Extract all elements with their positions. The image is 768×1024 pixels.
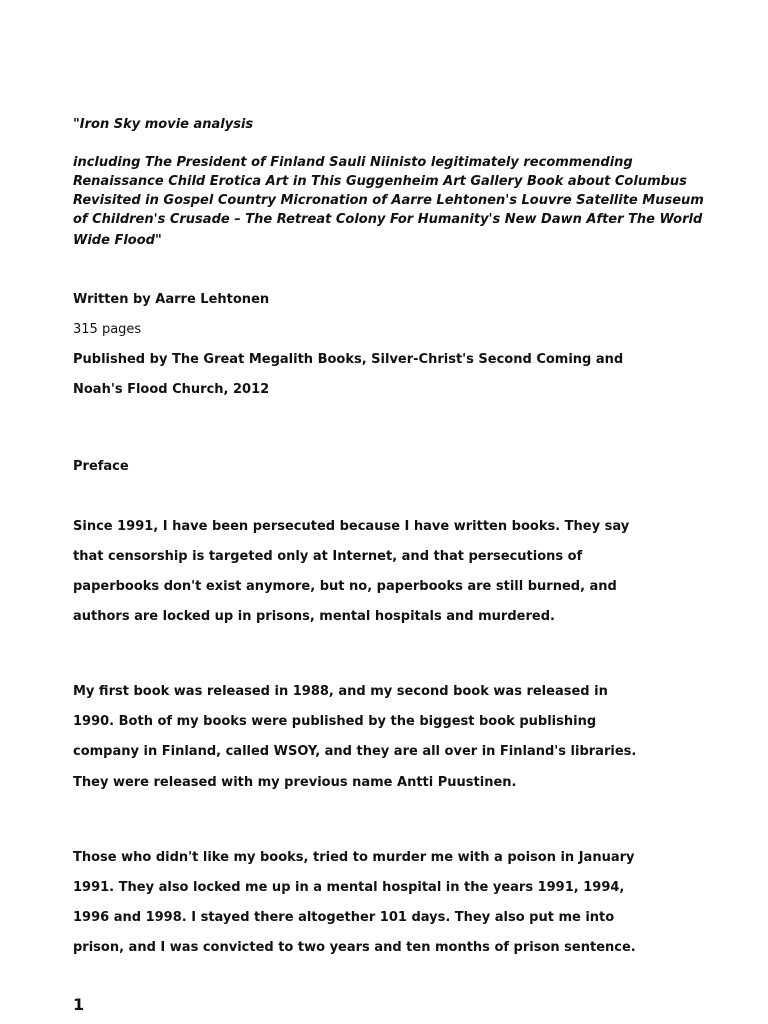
paragraph-line: company in Finland, called WSOY, and they are all over in Finland's libraries. [73,744,637,759]
paragraph-line: Since 1991, I have been persecuted because I have written books. They say [73,519,630,534]
paragraph-line: authors are locked up in prisons, mental hospitals and murdered. [73,609,555,624]
paragraph-line: Those who didn't like my books, tried to murder me with a poison in January [73,850,635,865]
paragraph-line: 1990. Both of my books were published by the biggest book publishing [73,714,597,729]
page-number: 1 [73,995,85,1014]
subtitle-line: of Children's Crusade – The Retreat Colony For Humanity's New Dawn After The World [73,212,703,227]
publisher-line: Published by The Great Megalith Books, Silver-Christ's Second Coming and [73,352,624,367]
paragraph-line: 1991. They also locked me up in a mental hospital in the years 1991, 1994, [73,880,625,895]
paragraph-line: prison, and I was convicted to two years and ten months of prison sentence. [73,940,636,955]
paragraph-line: that censorship is targeted only at Internet, and that persecutions of [73,549,583,564]
title-open-quote: " [73,117,80,132]
subtitle-line: Revisited in Gospel Country Micronation of Aarre Lehtonen's Louvre Satellite Museum [73,193,704,208]
publisher-line: Noah's Flood Church, 2012 [73,382,270,397]
preface-heading: Preface [73,459,129,474]
title-text: Iron Sky movie analysis [79,117,254,132]
subtitle-last-text: Wide Flood [73,233,155,248]
title-line [73,115,253,134]
author-line: Written by Aarre Lehtonen [73,292,270,307]
subtitle-line: Renaissance Child Erotica Art in This Guggenheim Art Gallery Book about Columbus [73,174,687,189]
paragraph-line: My first book was released in 1988, and my second book was released in [73,684,608,699]
subtitle-last-line [73,231,162,250]
paragraph-line: paperbooks don't exist anymore, but no, paperbooks are still burned, and [73,579,617,594]
paragraph-line: 1996 and 1998. I stayed there altogether 101 days. They also put me into [73,910,615,925]
subtitle-line: including The President of Finland Sauli Niinisto legitimately recommending [73,155,633,170]
paragraph-line: They were released with my previous name Antti Puustinen. [73,775,517,790]
title-close-quote: " [154,233,162,248]
page-count: 315 pages [73,322,142,337]
